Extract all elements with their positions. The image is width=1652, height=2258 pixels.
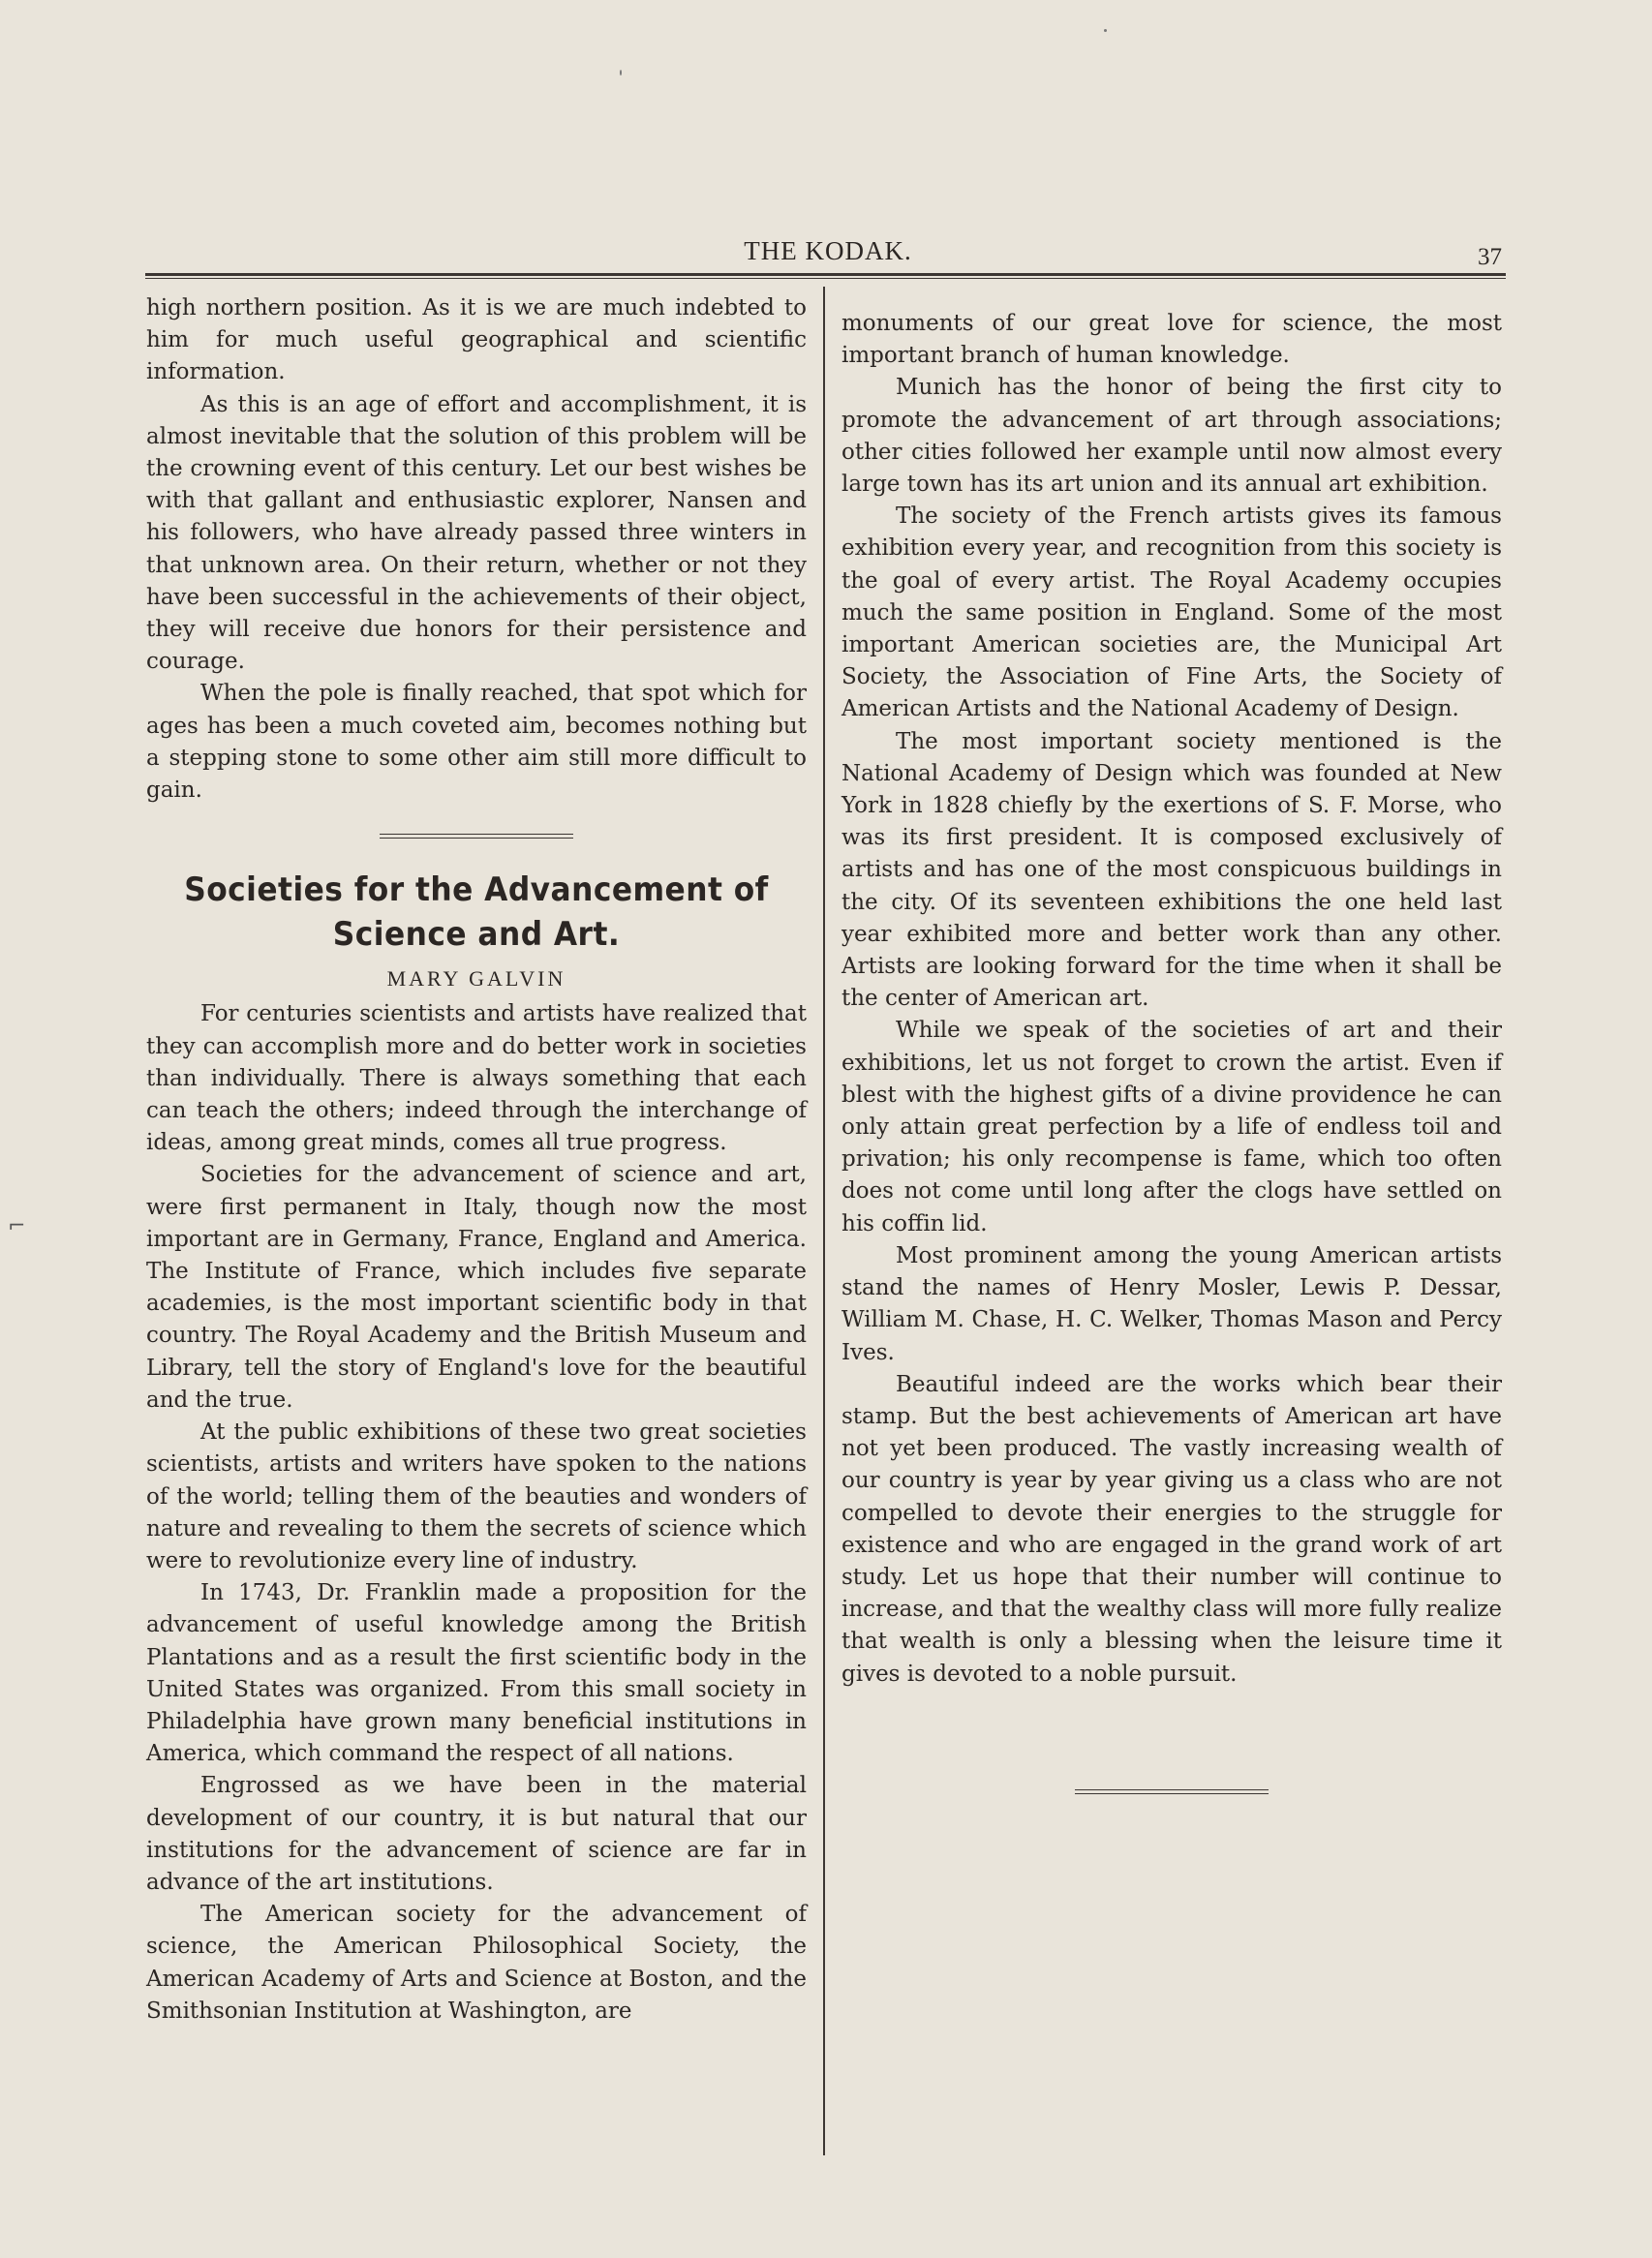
section-divider [380,834,573,839]
paragraph: The most important society mentioned is the National Academy of Design which was founded at New York in 1828 chiefly by the exertions of S. F. Morse, who was its first president. It is composed exclusively of artists and has one of the most conspicuous buildings in the city. Of its seventeen exhibitions the one held last year exhibited more and better work than any other. Artists are looking forward for the time when it shall be the center of American art. [841,728,1502,1012]
paper-speck [1104,29,1107,32]
paragraph: For centuries scientists and artists have realized that they can accomplish more and do better work in societies than individually. There is always something that each can teach the others; indeed through the interchange of ideas, among great minds, comes all true progress. [146,1001,807,1156]
page-header [145,236,1506,277]
paragraph: The society of the French artists gives its famous exhibition every year, and recognition from this society is the goal of every artist. The Royal Academy occupies much the same position in England. Some of the most important American societies are, the Municipal Art Society, the Association of Fine Arts, the Society of American Artists and the National Academy of Design. [841,503,1502,722]
article-title-line: Science and Art. [332,915,621,955]
page-number: 37 [1478,244,1502,270]
paragraph: high northern position. As it is we are much indebted to him for much useful geographical and scientific information. [146,295,807,385]
paragraph: monuments of our great love for science, the most important branch of human knowledge. [841,311,1502,369]
paragraph: Societies for the advancement of science and art, were first permanent in Italy, though now the most important are in Germany, France, England and America. The Institute of France, which includes five separate academies, is the most important scientific body in that country. The Royal Academy and the British Museum and Library, tell the story of England's love for the beautiful and the true. [146,1162,807,1413]
paragraph: When the pole is finally reached, that spot which for ages has been a much coveted aim, becomes nothing but a stepping stone to some other aim still more difficult to gain. [146,681,807,804]
article-title-line: Societies for the Advancement of [184,870,769,910]
paragraph: Most prominent among the young American artists stand the names of Henry Mosler, Lewis P. Dessar, William M. Chase, H. C. Welker, Thomas Mason and Percy Ives. [841,1242,1502,1365]
article-author: MARY GALVIN [386,966,566,992]
left-column [146,292,807,2028]
end-divider [1075,1789,1269,1794]
article-title [172,868,780,957]
header-rule [145,273,1506,279]
margin-mark-icon: ⌐ [8,1214,26,1238]
publication-title: THE KODAK. [744,236,912,265]
column-divider [823,287,825,2155]
paper-speck [620,70,622,76]
paragraph: Munich has the honor of being the first city to promote the advancement of art through associations; other cities followed her example until now almost every large town has its art union and its annual art exhibition. [841,375,1502,498]
paragraph: The American society for the advancement of science, the American Philosophical Society, the American Academy of Arts and Science at Boston, and the Smithsonian Institution at Washington, are [146,1902,807,2024]
paragraph: At the public exhibitions of these two great societies scientists, artists and writers have spoken to the nations of the world; telling them of the beauties and wonders of nature and revealing to them the secrets of science which were to revolutionize every line of industry. [146,1419,807,1573]
paragraph: While we speak of the societies of art and their exhibitions, let us not forget to crown the artist. Even if blest with the highest gifts of a divine providence he can only attain great perfection by a life of endless toil and privation; his only recompense is fame, which too often does not come until long after the clogs have settled on his coffin lid. [841,1018,1502,1236]
paragraph: Engrossed as we have been in the material development of our country, it is but natural that our institutions for the advancement of science are far in advance of the art institutions. [146,1773,807,1895]
paragraph: Beautiful indeed are the works which bear their stamp. But the best achievements of American art have not yet been produced. The vastly increasing wealth of our country is year by year giving us a class who are not compelled to devote their energies to the struggle for existence and who are engaged in the grand work of art study. Let us hope that their number will continue to increase, and that the wealthy class will more fully realize that wealth is only a blessing when the leisure time it gives is devoted to a noble pursuit. [841,1371,1502,1687]
paragraph: In 1743, Dr. Franklin made a proposition for the advancement of useful knowledge among the British Plantations and as a result the first scientific body in the United States was organized. From this small society in Philadelphia have grown many beneficial institutions in America, which command the respect of all nations. [146,1580,807,1767]
paragraph: As this is an age of effort and accomplishment, it is almost inevitable that the solution of this problem will be the crowning event of this century. Let our best wishes be with that gallant and enthusiastic explorer, Nansen and his followers, who have already passed three winters in that unknown area. On their return, whether or not they have been successful in the achievements of their object, they will receive due honors for their persistence and courage. [146,391,807,675]
right-column [841,308,1502,1794]
